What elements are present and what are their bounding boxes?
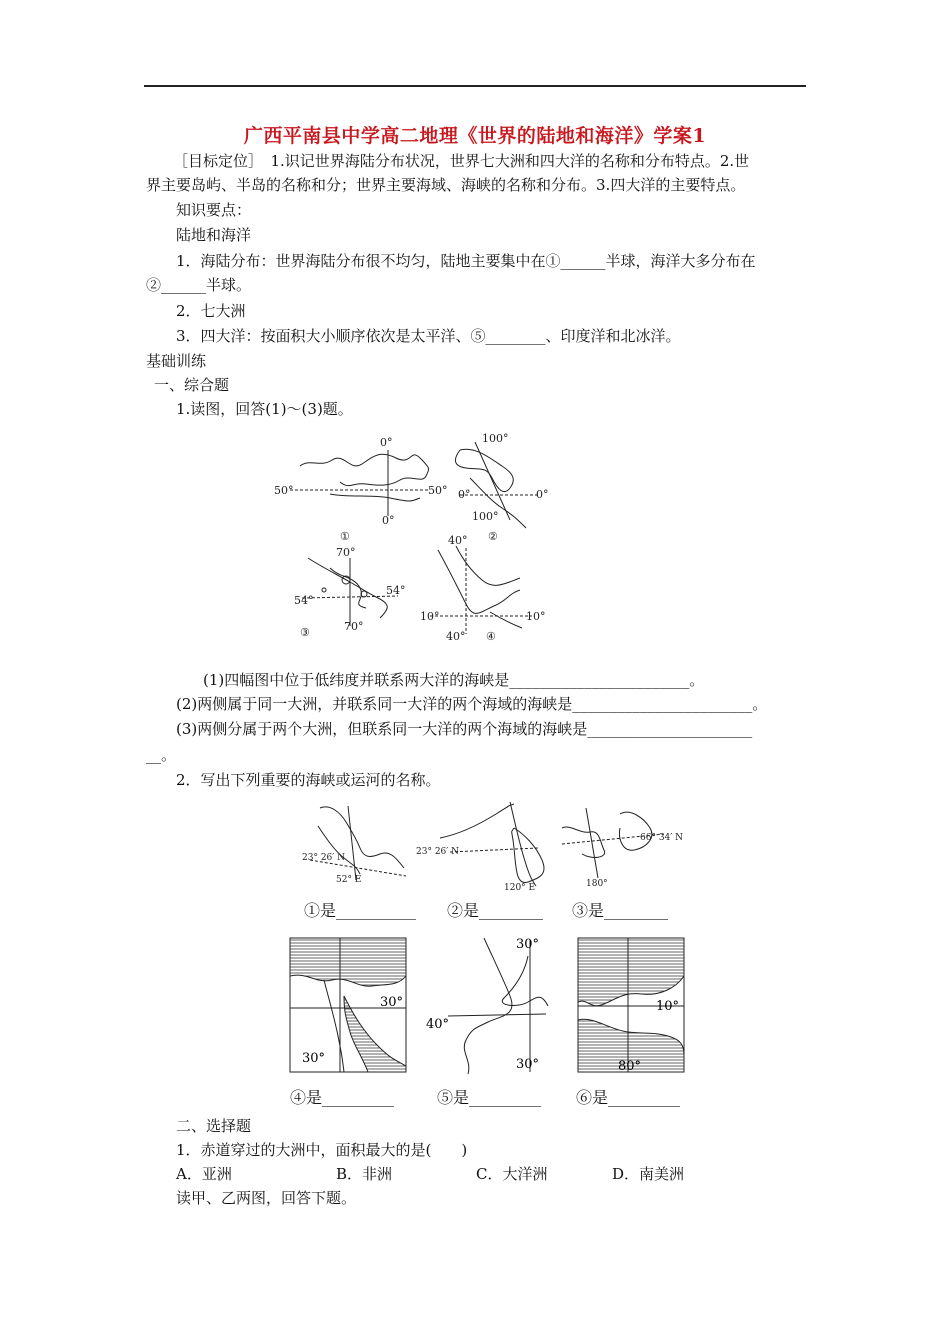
fig2-b-lon: 120° E (504, 883, 536, 893)
m2-left: 0° (458, 488, 471, 501)
objectives-line-1: ［目标定位］ 1.识记世界海陆分布状况，世界七大洲和四大洋的名称和分布特点。2.世 (173, 152, 750, 170)
fig2-e-lon-bottom: 30° (516, 1057, 540, 1072)
choice-question-1: 1．赤道穿过的大洲中，面积最大的是( ) (176, 1141, 468, 1159)
read-note: 读甲、乙两图，回答下题。 (176, 1189, 357, 1207)
question-1-2: (2)两侧属于同一大洲，并联系同一大洋的两个海域的海峡是________________________。 (176, 695, 768, 713)
m1-number: ① (340, 530, 350, 543)
item1-line-1: 1．海陆分布：世界海陆分布很不均匀，陆地主要集中在①______半球，海洋大多分布在 (176, 252, 756, 270)
item2: 2．七大洲 (176, 302, 246, 320)
option-c: C．大洋洲 (476, 1165, 548, 1183)
m4-right: 10° (526, 610, 546, 623)
question-1-1: (1)四幅图中位于低纬度并联系两大洋的海峡是________________________。 (203, 671, 705, 689)
part2-heading: 二、选择题 (176, 1117, 252, 1135)
m1-bottom: 0° (382, 514, 395, 527)
m2-number: ② (488, 530, 498, 543)
answer-2: ②是________ (447, 901, 544, 920)
fig2-a-lat: 23° 26′ N (302, 853, 346, 863)
objectives-line-2: 界主要岛屿、半岛的名称和分；世界主要海域、海峡的名称和分布。3.四大洋的主要特点。 (146, 176, 746, 194)
figure-2-top-row (300, 798, 690, 894)
option-b: B．非洲 (336, 1165, 393, 1183)
fig2-e-lon-top: 30° (516, 937, 540, 952)
fig2-c-lat: 66° 34′ N (640, 833, 684, 843)
question-2: 2．写出下列重要的海峡或运河的名称。 (176, 771, 441, 789)
m2-right: 0° (536, 488, 549, 501)
m4-bottom: 40° (446, 630, 466, 643)
header-rule (144, 85, 806, 87)
fig2-f-lon: 80° (618, 1059, 642, 1074)
fig2-b-lat: 23° 26′ N (416, 847, 460, 857)
m4-left: 10° (420, 610, 440, 623)
m1-right: 50° (428, 484, 448, 497)
item3: 3．四大洋：按面积大小顺序依次是太平洋、⑤________、印度洋和北冰洋。 (176, 327, 681, 345)
section-land-ocean: 陆地和海洋 (176, 226, 252, 244)
figure-1-strait-maps (270, 428, 560, 644)
part1-heading: 一、综合题 (154, 376, 230, 394)
answer-5: ⑤是_________ (437, 1088, 542, 1107)
figure-2-bottom-row (288, 936, 688, 1078)
m3-top: 70° (336, 546, 356, 559)
answer-4: ④是_________ (290, 1088, 395, 1107)
basic-training-heading: 基础训练 (146, 352, 207, 370)
m2-top: 100° (482, 432, 509, 445)
m4-top: 40° (448, 534, 468, 547)
m3-bottom: 70° (344, 620, 364, 633)
option-d: D．南美洲 (612, 1165, 685, 1183)
answer-3: ③是________ (572, 901, 669, 920)
m1-left: 50° (274, 484, 294, 497)
item1-line-2: ②______半球。 (146, 276, 252, 294)
option-a: A．亚洲 (176, 1165, 232, 1183)
m4-number: ④ (486, 630, 496, 643)
answer-1: ①是__________ (304, 901, 417, 920)
knowledge-heading: 知识要点： (176, 201, 252, 219)
fig2-a-lon: 52° E (336, 875, 362, 885)
m3-right: 54° (386, 584, 406, 597)
m3-left: 54° (294, 594, 314, 607)
answer-6: ⑥是_________ (576, 1088, 681, 1107)
fig2-f-lat: 10° (656, 999, 680, 1014)
fig2-e-lat: 40° (426, 1017, 450, 1032)
question-1-3b: __。 (146, 746, 177, 764)
fig2-d-lon: 30° (302, 1051, 326, 1066)
page-title: 广西平南县中学高二地理《世界的陆地和海洋》学案1 (243, 125, 707, 147)
m1-top: 0° (380, 436, 393, 449)
question-1: 1.读图，回答(1)～(3)题。 (176, 400, 353, 418)
m3-number: ③ (300, 626, 310, 639)
m2-bottom: 100° (472, 510, 499, 523)
question-1-3a: (3)两侧分属于两个大洲，但联系同一大洋的两个海域的海峡是______________________ (176, 720, 753, 738)
fig2-d-lat: 30° (380, 995, 404, 1010)
fig2-c-lon: 180° (586, 879, 608, 889)
